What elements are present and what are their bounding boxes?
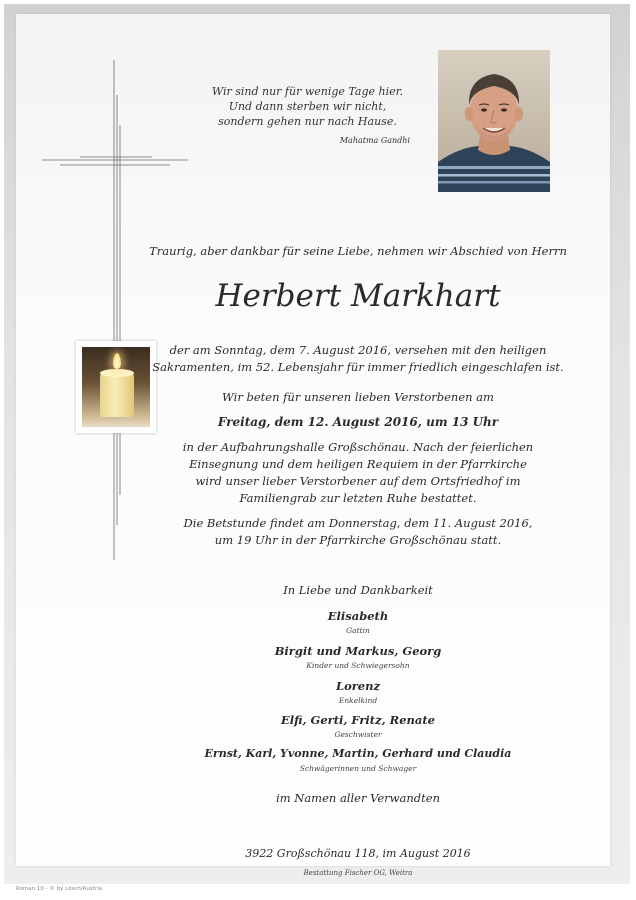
mourner-role: Schwägerinnen und Schwager	[299, 764, 417, 773]
vigil-line: um 19 Uhr in der Pfarrkirche Großschönau statt.	[214, 533, 502, 547]
mourner-names: Lorenz	[335, 679, 381, 693]
footer-copyright: Roman 10 - © by Lösch/Austria	[16, 886, 103, 892]
closing-text: In Liebe und Dankbarkeit	[283, 583, 433, 597]
mourner-names: Elisabeth	[327, 609, 389, 623]
funeral-date: Freitag, dem 12. August 2016, um 13 Uhr	[217, 415, 499, 429]
mourner-role: Geschwister	[334, 730, 382, 739]
ceremony-line: wird unser lieber Verstorbener auf dem Ortsfriedhof im	[195, 474, 521, 488]
ceremony-line: Einsegnung und dem heiligen Requiem in der Pfarrkirche	[189, 457, 527, 471]
ceremony-line: Familiengrab zur letzten Ruhe bestattet.	[239, 491, 477, 505]
place-date: 3922 Großschönau 118, im August 2016	[245, 847, 471, 860]
deceased-name: Herbert Markhart	[215, 278, 501, 314]
mourner-role: Enkelkind	[338, 696, 378, 705]
mourner-names: Elfi, Gerti, Fritz, Renate	[281, 713, 435, 727]
mourner-role: Gattin	[346, 626, 370, 635]
undertaker: Bestattung Fischer OG, Weitra	[303, 869, 413, 877]
mourner-names: Birgit und Markus, Georg	[274, 644, 442, 658]
relatives-text: im Namen aller Verwandten	[276, 791, 440, 805]
mourner-names: Ernst, Karl, Yvonne, Martin, Gerhard und Claudia	[204, 747, 512, 760]
quote-block	[205, 84, 410, 129]
death-notice-line: Sakramenten, im 52. Lebensjahr für immer friedlich eingeschlafen ist.	[152, 360, 564, 374]
portrait-photo	[438, 50, 550, 192]
ceremony-line: in der Aufbahrungshalle Großschönau. Nach der feierlichen	[182, 440, 534, 454]
quote-line: Wir sind nur für wenige Tage hier.	[211, 85, 404, 98]
death-notice-line: der am Sonntag, dem 7. August 2016, versehen mit den heiligen	[169, 343, 547, 357]
quote-author: Mahatma Gandhi	[339, 136, 410, 145]
vigil-line: Die Betstunde findet am Donnerstag, dem 11. August 2016,	[183, 516, 533, 530]
quote-line: Und dann sterben wir nicht,	[228, 100, 387, 113]
pray-text: Wir beten für unseren lieben Verstorbenen am	[222, 390, 494, 404]
intro-text: Traurig, aber dankbar für seine Liebe, nehmen wir Abschied von Herrn	[149, 244, 567, 258]
mourner-role: Kinder und Schwiegersohn	[306, 661, 410, 670]
quote-line: sondern gehen nur nach Hause.	[218, 115, 397, 128]
